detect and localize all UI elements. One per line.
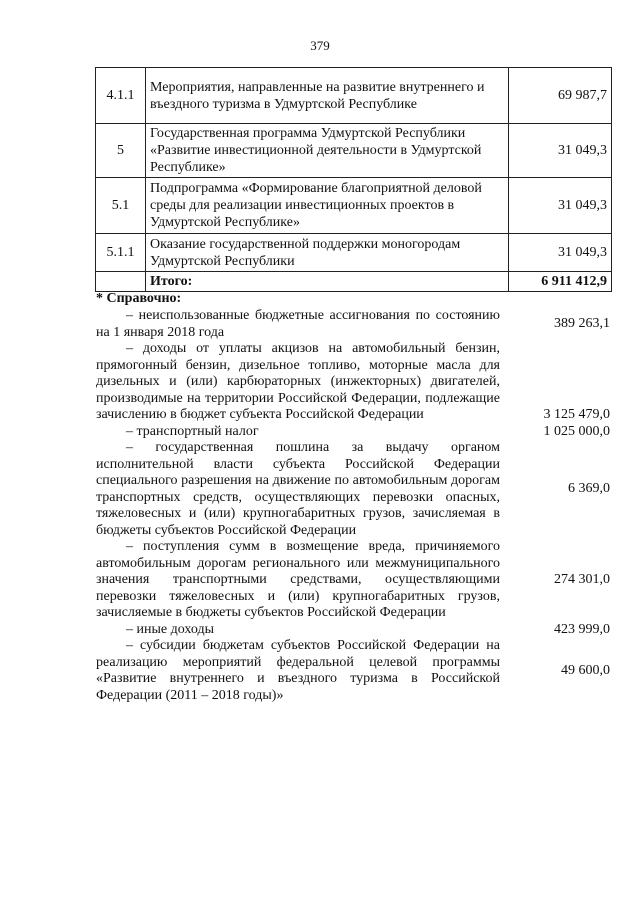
row-number: 4.1.1 — [96, 68, 146, 124]
reference-item — [96, 638, 610, 704]
reference-item-text: – транспортный налог — [126, 423, 259, 439]
reference-item-value: 3 125 479,0 — [543, 407, 610, 422]
row-sum: 31 049,3 — [509, 124, 612, 178]
reference-item — [96, 341, 610, 424]
table-row — [96, 124, 612, 178]
reference-item — [96, 622, 610, 639]
reference-item-value: 6 369,0 — [568, 481, 610, 497]
reference-item-text: – государственная пошлина за выдачу органом исполнительной власти субъекта Российской Федерации специального разрешения на движение по автомобильным дорогам транспортных средств, осуществляющих перевозки опасных, тяжеловесных и (или) крупногабаритных грузов, зачисляемая в бюджеты субъектов Российской Федерации — [96, 440, 500, 538]
total-sum: 6 911 412,9 — [509, 272, 612, 292]
row-sum: 31 049,3 — [509, 178, 612, 234]
reference-item-text: – неиспользованные бюджетные ассигнования по состоянию на 1 января 2018 года — [96, 308, 500, 340]
total-label: Итого: — [146, 272, 509, 292]
row-number: 5.1.1 — [96, 234, 146, 272]
total-row — [96, 272, 612, 292]
budget-table — [95, 67, 612, 292]
reference-section — [96, 290, 610, 704]
reference-item — [96, 308, 610, 341]
table-row — [96, 68, 612, 124]
reference-item-value: 1 025 000,0 — [543, 423, 610, 439]
row-sum: 69 987,7 — [509, 68, 612, 124]
row-name: Подпрограмма «Формирование благоприятной деловой среды для реализации инвестиционных проектов в Удмуртской Республике» — [146, 178, 509, 234]
reference-item — [96, 440, 610, 539]
row-name: Оказание государственной поддержки моногородам Удмуртской Республики — [146, 234, 509, 272]
row-name: Государственная программа Удмуртской Республики «Развитие инвестиционной деятельности в Удмуртской Республике» — [146, 124, 509, 178]
reference-item — [96, 539, 610, 622]
reference-item-text: – поступления сумм в возмещение вреда, причиняемого автомобильным дорогам регионального или межмуниципального значения транспортными средствами, осуществляющими перевозки тяжеловесных и (или) крупногабаритных грузов, зачисляемые в бюджеты субъектов Российской Федерации — [96, 539, 500, 620]
page-number: 379 — [310, 38, 330, 53]
table-row — [96, 178, 612, 234]
reference-item-value: 423 999,0 — [554, 621, 610, 637]
reference-item-value: 389 263,1 — [554, 316, 610, 332]
reference-item-text: – иные доходы — [126, 621, 214, 637]
reference-item-value: 49 600,0 — [561, 662, 610, 678]
row-number: 5.1 — [96, 178, 146, 234]
reference-title: * Справочно: — [96, 291, 182, 306]
row-number: 5 — [96, 124, 146, 178]
row-name: Мероприятия, направленные на развитие внутреннего и въездного туризма в Удмуртской Республике — [146, 68, 509, 124]
table-row — [96, 234, 612, 272]
reference-item — [96, 424, 610, 441]
total-empty-cell — [96, 272, 146, 292]
reference-item-text: – субсидии бюджетам субъектов Российской Федерации на реализацию мероприятий федеральной целевой программы «Развитие внутреннего и въездного туризма в Российской Федерации (2011 – 2018 годы)» — [96, 638, 500, 703]
row-sum: 31 049,3 — [509, 234, 612, 272]
reference-item-text: – доходы от уплаты акцизов на автомобильный бензин, прямогонный бензин, дизельное топливо, моторные масла для дизельных и (или) карбюраторных (инжекторных) двигателей, производимые на территории Российской Федерации, подлежащие зачислению в бюджет субъекта Российской Федерации — [96, 341, 500, 422]
reference-item-value: 274 301,0 — [554, 572, 610, 587]
